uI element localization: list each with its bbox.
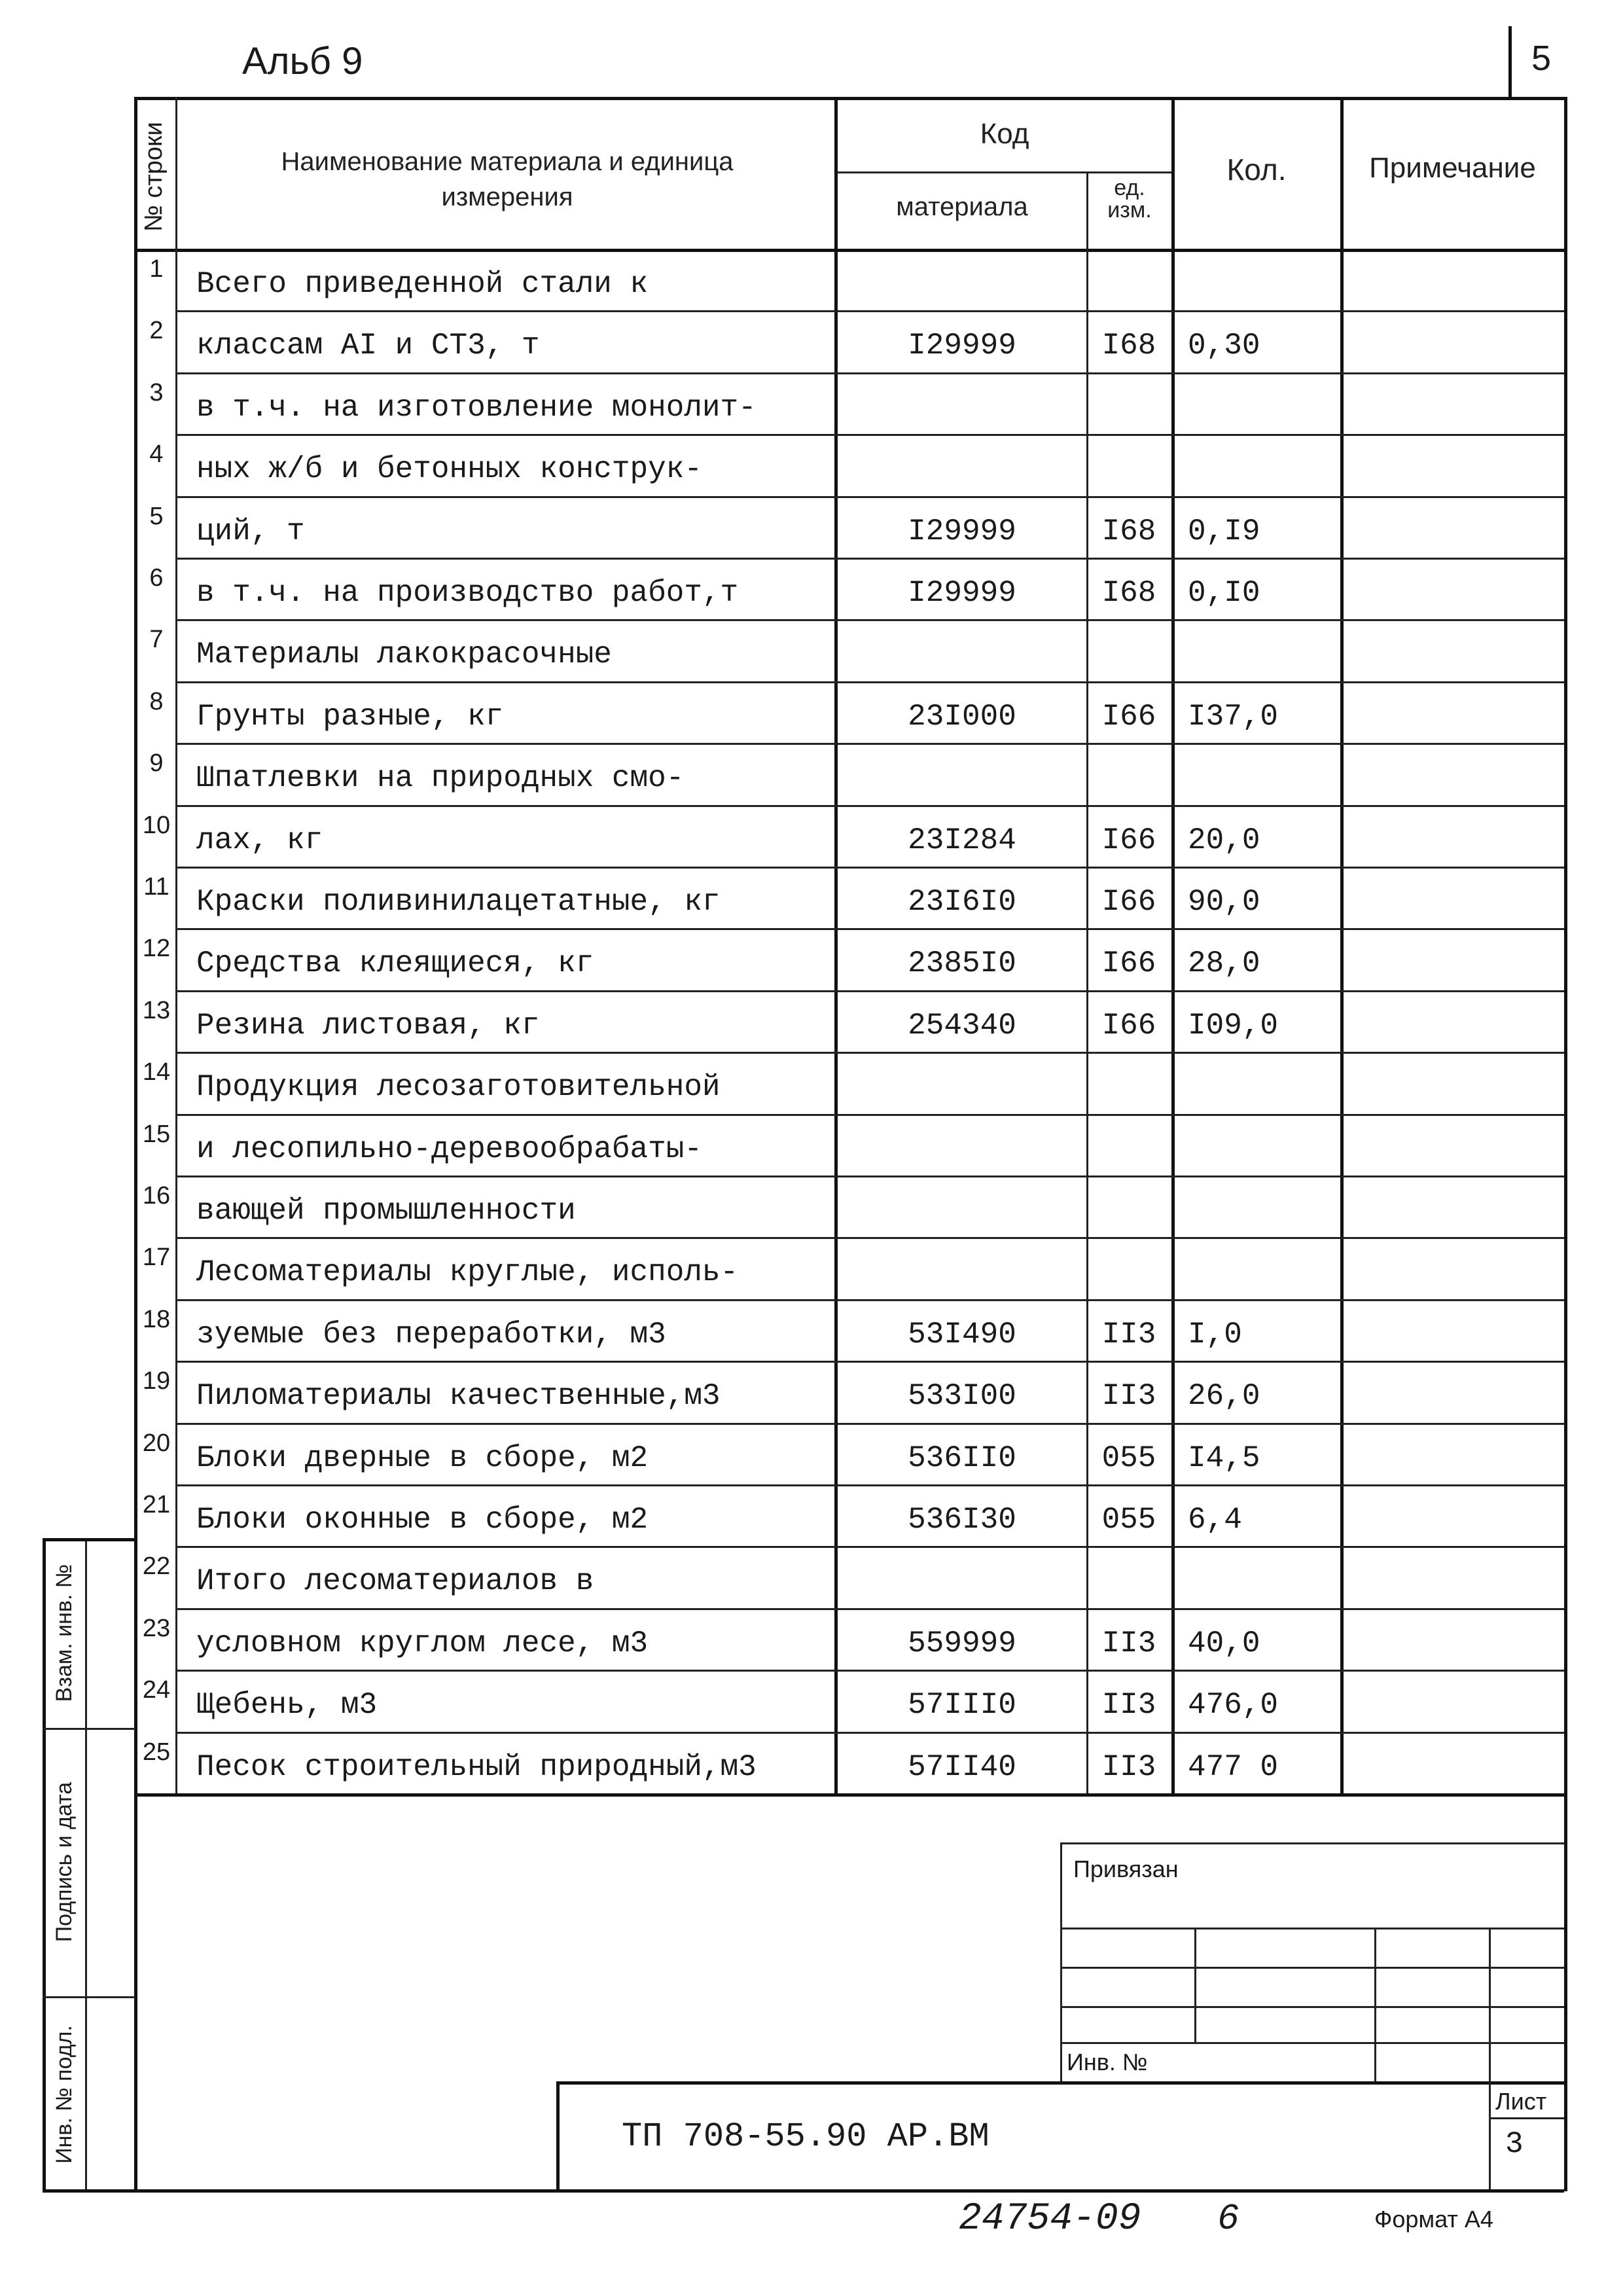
stamp-vzam-inv: Взам. инв. № — [52, 1564, 77, 1702]
material-name: Всего приведенной стали к — [196, 267, 649, 301]
unit-code: I66 — [1101, 699, 1156, 734]
material-code: 536II0 — [908, 1441, 1016, 1475]
header-bottom-border — [134, 249, 1564, 252]
header-note: Примечание — [1369, 152, 1536, 184]
unit-code: II3 — [1101, 1379, 1156, 1414]
row-number: 1 — [149, 255, 164, 283]
tb-col-2 — [1374, 1928, 1376, 2081]
stamp-podpis: Подпись и дата — [52, 1782, 77, 1943]
tb-main-left-border — [556, 2081, 560, 2189]
row-divider — [175, 558, 1564, 560]
material-code: 57II40 — [908, 1749, 1016, 1784]
header-quantity: Кол. — [1226, 152, 1287, 187]
row-number: 5 — [149, 502, 164, 530]
row-divider — [175, 1670, 1564, 1672]
stamp-inv-podl: Инв. № подл. — [52, 2025, 77, 2164]
material-name: вающей промышленности — [196, 1194, 576, 1228]
unit-code: 055 — [1101, 1503, 1156, 1537]
material-name: Грунты разные, кг — [196, 699, 504, 734]
header-code-material: материала — [896, 192, 1028, 221]
table-bottom-border — [134, 1793, 1564, 1797]
header-row-number: № строки — [140, 122, 168, 232]
row-number: 19 — [142, 1367, 171, 1395]
page-number-divider — [1508, 26, 1512, 98]
material-name: Щебень, м3 — [196, 1688, 378, 1723]
tb-top-border — [1060, 1842, 1564, 1844]
row-divider — [175, 990, 1564, 992]
tb-sheet-line — [1489, 2117, 1564, 2119]
quantity: 20,0 — [1188, 823, 1260, 857]
material-name: в т.ч. на изготовление монолит- — [196, 390, 757, 425]
row-divider — [175, 1175, 1564, 1177]
material-name: Блоки оконные в сборе, м2 — [196, 1503, 649, 1537]
footer-format: Формат А4 — [1374, 2206, 1493, 2233]
material-code: 254340 — [908, 1008, 1016, 1043]
row-number: 4 — [149, 440, 164, 469]
footer-copy-number: 6 — [1217, 2198, 1240, 2240]
unit-code: II3 — [1101, 1626, 1156, 1660]
material-name: условном круглом лесе, м3 — [196, 1626, 649, 1660]
stamp-sep-2 — [43, 1996, 135, 1998]
tb-sheet-sep — [1489, 2081, 1491, 2189]
quantity: I37,0 — [1188, 699, 1279, 734]
quantity: 28,0 — [1188, 946, 1260, 981]
row-divider — [175, 1608, 1564, 1610]
material-name: Шпатлевки на природных смо- — [196, 761, 685, 796]
material-code: 23I284 — [908, 823, 1016, 857]
quantity: I,0 — [1188, 1317, 1242, 1352]
material-name: зуемые без переработки, м3 — [196, 1317, 666, 1352]
frame-left-border — [134, 97, 137, 2191]
header-code-unit: ед. изм. — [1107, 175, 1152, 223]
row-divider — [175, 928, 1564, 930]
material-code: I29999 — [908, 514, 1016, 548]
quantity: 6,4 — [1188, 1503, 1242, 1537]
material-name: лах, кг — [196, 823, 323, 857]
quantity: 0,I9 — [1188, 514, 1260, 548]
material-code: 559999 — [908, 1626, 1016, 1660]
material-code: 2385I0 — [908, 946, 1016, 981]
row-divider — [175, 1114, 1564, 1116]
table-top-border — [134, 97, 1564, 100]
material-name: Пиломатериалы качественные,м3 — [196, 1379, 721, 1414]
page-bottom-border — [43, 2189, 1564, 2193]
quantity: 40,0 — [1188, 1626, 1260, 1660]
tb-sheet-number: 3 — [1505, 2127, 1524, 2161]
material-name: классам АI и СТ3, т — [196, 329, 540, 363]
row-number: 24 — [142, 1676, 171, 1704]
unit-code: I66 — [1101, 823, 1156, 857]
tb-left-border — [1060, 1842, 1062, 2081]
row-number: 11 — [143, 873, 169, 901]
tb-sheet-label: Лист — [1495, 2088, 1547, 2115]
col-sep-unit — [1171, 97, 1175, 1793]
material-code: I29999 — [908, 329, 1016, 363]
row-number: 3 — [149, 378, 164, 406]
frame-right-border — [1564, 97, 1567, 2191]
material-code: 536I30 — [908, 1503, 1016, 1537]
row-divider — [175, 1361, 1564, 1363]
row-divider — [175, 1052, 1564, 1054]
unit-code: I66 — [1101, 1008, 1156, 1043]
row-number: 20 — [142, 1429, 171, 1457]
unit-code: I68 — [1101, 576, 1156, 610]
quantity: 477 0 — [1188, 1749, 1279, 1784]
row-divider — [175, 1237, 1564, 1239]
unit-code: II3 — [1101, 1688, 1156, 1723]
material-code: 57III0 — [908, 1688, 1016, 1723]
row-divider — [175, 310, 1564, 312]
page-number: 5 — [1531, 39, 1552, 78]
material-name: Итого лесоматериалов в — [196, 1564, 594, 1599]
row-divider — [175, 1299, 1564, 1301]
row-number: 21 — [142, 1491, 171, 1518]
row-number: 22 — [142, 1552, 171, 1581]
quantity: 90,0 — [1188, 885, 1260, 919]
col-sep-qty — [1340, 97, 1344, 1793]
unit-code: I66 — [1101, 885, 1156, 919]
material-name: в т.ч. на производство работ,т — [196, 576, 739, 610]
material-name: Лесоматериалы круглые, исполь- — [196, 1255, 739, 1290]
stamp-inner-border — [85, 1538, 87, 2189]
tb-col-3 — [1489, 1928, 1491, 2081]
quantity: 0,30 — [1188, 329, 1260, 363]
row-divider — [175, 372, 1564, 374]
row-number: 7 — [149, 626, 164, 654]
material-name: Материалы лакокрасочные — [196, 637, 612, 672]
material-code: 23I000 — [908, 699, 1016, 734]
quantity: 26,0 — [1188, 1379, 1260, 1414]
row-divider — [175, 1732, 1564, 1734]
material-code: 53I490 — [908, 1317, 1016, 1352]
quantity: 0,I0 — [1188, 576, 1260, 610]
unit-code: I68 — [1101, 329, 1156, 363]
material-name: ных ж/б и бетонных конструк- — [196, 452, 702, 487]
material-code: I29999 — [908, 576, 1016, 610]
quantity: I4,5 — [1188, 1441, 1260, 1475]
material-code: 23I6I0 — [908, 885, 1016, 919]
row-number: 6 — [149, 564, 164, 592]
code-subheader-line — [834, 171, 1171, 173]
row-number: 14 — [142, 1058, 171, 1086]
tb-doc-code: ТП 708-55.90 АР.ВМ — [622, 2117, 990, 2156]
row-divider — [175, 496, 1564, 498]
footer-archive-number: 24754-09 — [959, 2198, 1141, 2240]
material-name: Резина листовая, кг — [196, 1008, 540, 1043]
tb-col-1 — [1194, 1928, 1196, 2042]
tb-inv-no: Инв. № — [1067, 2049, 1148, 2075]
material-name: Краски поливинилацетатные, кг — [196, 885, 721, 919]
row-number: 15 — [142, 1120, 171, 1148]
row-number: 12 — [142, 935, 171, 963]
material-name: и лесопильно-деревообрабаты- — [196, 1132, 702, 1166]
tb-privyazan: Привязан — [1073, 1856, 1179, 1882]
tb-main-top-border — [556, 2081, 1564, 2085]
material-name: ций, т — [196, 514, 305, 548]
quantity: I09,0 — [1188, 1008, 1279, 1043]
album-label: Альб 9 — [242, 40, 363, 82]
row-number: 25 — [142, 1738, 171, 1766]
row-number: 8 — [149, 687, 164, 715]
header-name: Наименование материала и единица измерения — [281, 147, 734, 211]
row-number: 2 — [149, 317, 164, 345]
row-divider — [175, 805, 1564, 807]
row-divider — [175, 743, 1564, 745]
unit-code: I68 — [1101, 514, 1156, 548]
row-divider — [175, 867, 1564, 869]
quantity: 476,0 — [1188, 1688, 1279, 1723]
stamp-sep-1 — [43, 1728, 135, 1730]
row-divider — [175, 1484, 1564, 1486]
row-divider — [175, 681, 1564, 683]
material-name: Средства клеящиеся, кг — [196, 946, 594, 981]
col-sep-code — [1086, 171, 1088, 1793]
unit-code: I66 — [1101, 946, 1156, 981]
material-name: Блоки дверные в сборе, м2 — [196, 1441, 649, 1475]
row-divider — [175, 434, 1564, 436]
row-number: 18 — [142, 1305, 171, 1333]
row-number: 16 — [142, 1182, 171, 1210]
row-number: 10 — [142, 811, 171, 839]
row-number: 23 — [142, 1614, 171, 1642]
unit-code: 055 — [1101, 1441, 1156, 1475]
material-name: Продукция лесозаготовительной — [196, 1070, 721, 1105]
material-code: 533I00 — [908, 1379, 1016, 1414]
row-divider — [175, 1423, 1564, 1425]
unit-code: II3 — [1101, 1749, 1156, 1784]
row-number: 17 — [142, 1244, 171, 1272]
header-code-group: Код — [980, 118, 1029, 150]
col-sep-rownum — [175, 97, 177, 1793]
row-divider — [175, 619, 1564, 621]
row-number: 9 — [149, 749, 164, 778]
unit-code: II3 — [1101, 1317, 1156, 1352]
row-number: 13 — [142, 996, 171, 1024]
row-divider — [175, 1546, 1564, 1548]
material-name: Песок строительный природный,м3 — [196, 1749, 757, 1784]
